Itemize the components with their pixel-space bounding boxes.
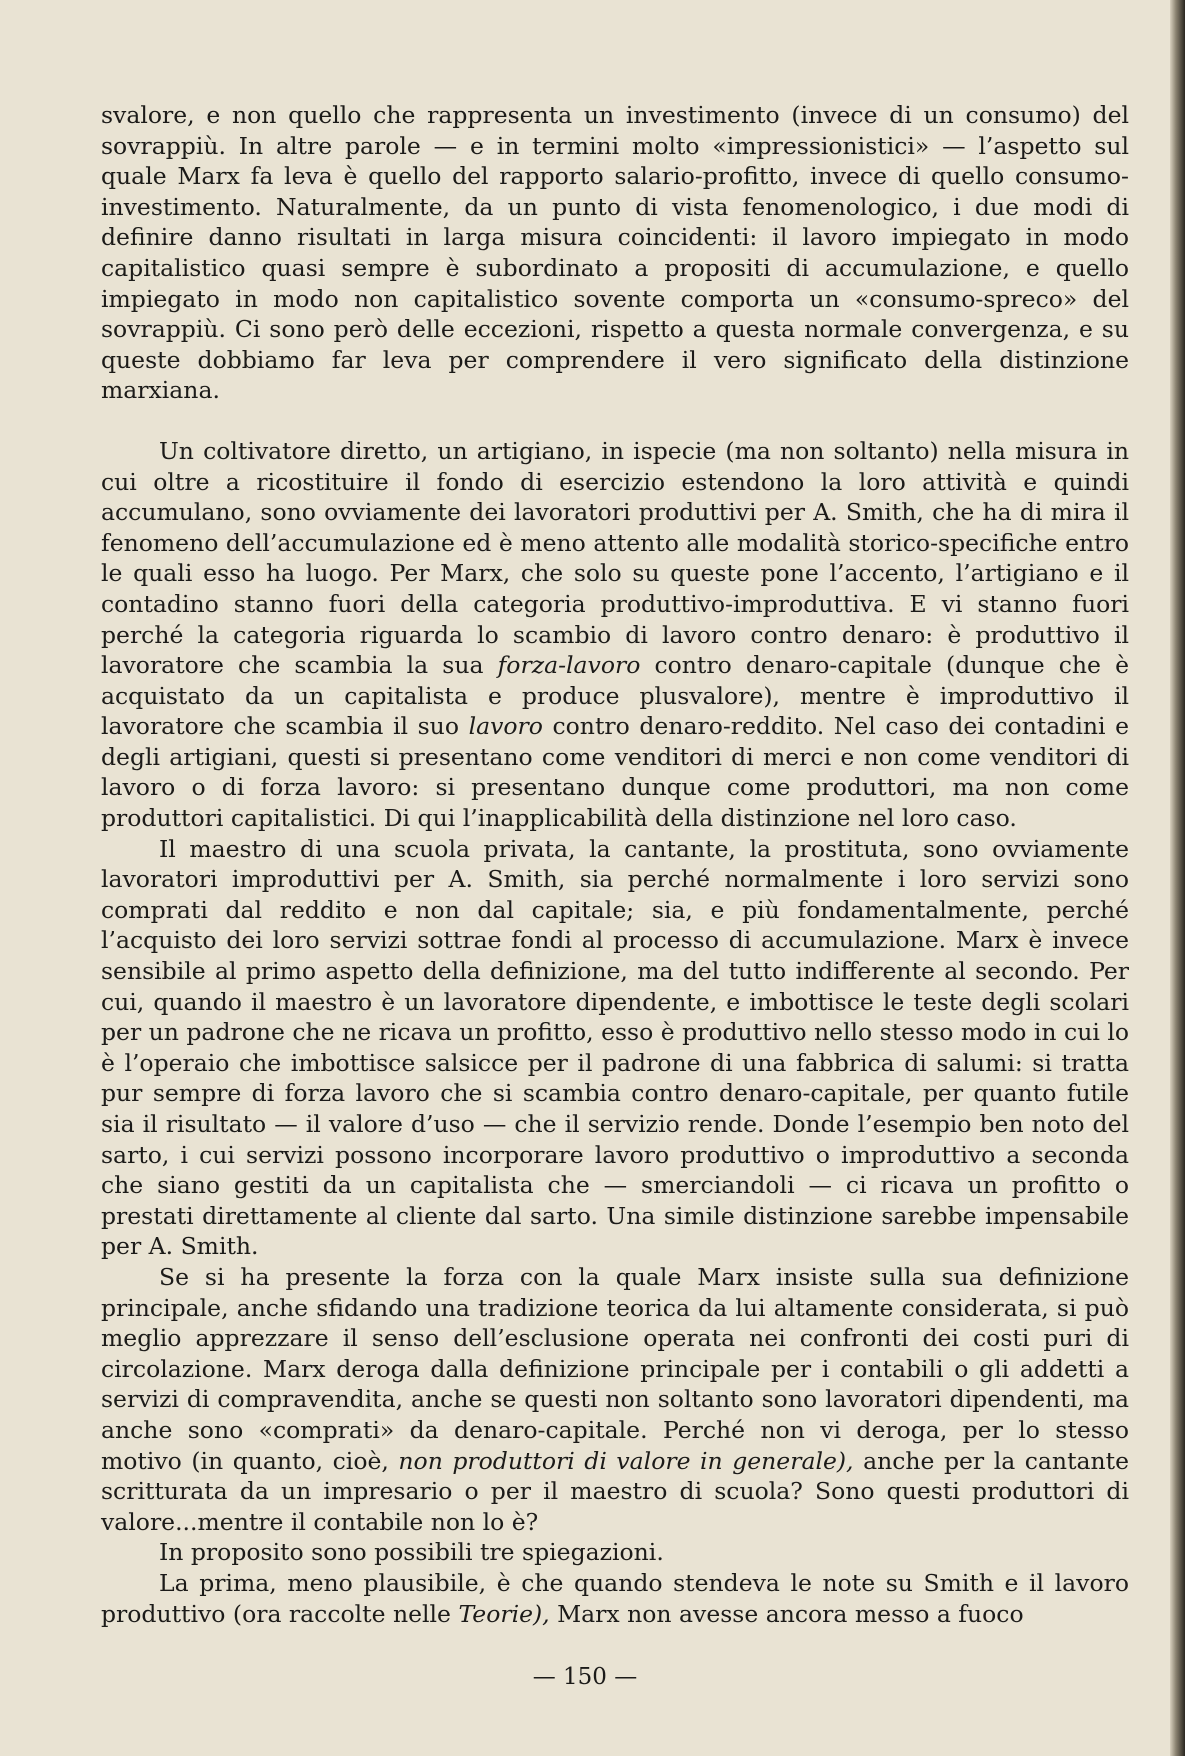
italic-forza-lavoro: forza-lavoro	[497, 651, 641, 680]
text-run: La prima, meno plausibile, è che quando stendeva le note su Smith e il lavoro produttivo (ora raccolte nelle	[101, 1568, 1129, 1628]
text-run: contro denaro-capitale (dunque che è acquistato da un capitalista e produce plusvalore), mentre è improduttivo il lavoratore che scambia il suo	[101, 651, 1129, 741]
page-number: — 150 —	[532, 1664, 638, 1690]
italic-lavoro: lavoro	[468, 712, 543, 741]
text-run: contro denaro-reddito. Nel caso dei contadini e degli artigiani, questi si presentano come venditori di merci e non come venditori di lavoro o di forza lavoro: si presentano dunque come produttori, ma non come produttori capitalistici. Di qui l’inapplicabilità della distinzione nel loro caso.	[101, 712, 1129, 833]
paragraph-coltivatore	[101, 436, 1129, 834]
italic-teorie: Teorie),	[458, 1599, 550, 1628]
paragraph-continuation: svalore, e non quello che rappresenta un investimento (invece di un consumo) del sovrappiù. In altre parole — e in termini molto «impressionistici» — l’aspetto sul quale Marx fa leva è quello del rapporto salario-profitto, invece di quello consumo-investimento. Naturalmente, da un punto di vista fenomenologico, i due modi di definire danno risultati in larga misura coincidenti: il lavoro impiegato in modo capitalistico quasi sempre è subordinato a propositi di accumulazione, e quello impiegato in modo non capitalistico sovente comporta un «consumo-spreco» del sovrappiù. Ci sono però delle eccezioni, rispetto a questa normale convergenza, e su queste dobbiamo far leva per comprendere il vero significato della distinzione marxiana.	[101, 101, 1129, 405]
paragraph-spiegazioni: In proposito sono possibili tre spiegazioni.	[159, 1538, 664, 1567]
text-run: anche per la cantante scritturata da un impresario o per il maestro di scuola? Sono questi produttori di valore...mentre il contabile non lo è?	[101, 1446, 1130, 1536]
paragraph-prima	[101, 1568, 1129, 1629]
paragraph-maestro: Il maestro di una scuola privata, la cantante, la prostituta, sono ovviamente lavoratori improduttivi per A. Smith, sia perché normalmente i loro servizi sono comprati dal reddito e non dal capitale; sia, e più fondamentalmente, perché l’acquisto dei loro servizi sottrae fondi al processo di accumulazione. Marx è invece sensibile al primo aspetto della definizione, ma del tutto indifferente al secondo. Per cui, quando il maestro è un lavoratore dipendente, e imbottisce le teste degli scolari per un padrone che ne ricava un profitto, esso è produttivo nello stesso modo in cui lo è l’operaio che imbottisce salsicce per il padrone di una fabbrica di salumi: si tratta pur sempre di forza lavoro che si scambia contro denaro-capitale, per quanto futile sia il risultato — il valore d’uso — che il servizio rende. Donde l’esempio ben noto del sarto, i cui servizi possono incorporare lavoro produttivo o improduttivo a seconda che siano gestiti da un capitalista che — smerciandoli — ci ricava un profitto o prestati direttamente al cliente dal sarto. Una simile distinzione sarebbe impensabile per A. Smith.	[101, 834, 1129, 1261]
body-text	[101, 100, 1129, 1629]
paragraph-forza	[101, 1262, 1129, 1537]
page-edge-shadow	[1170, 0, 1185, 1756]
text-run: Se si ha presente la forza con la quale Marx insiste sulla sua definizione principale, anche sfidando una tradizione teorica da lui altamente considerata, si può meglio apprezzare il senso dell’esclusione operata nei confronti dei costi puri di circolazione. Marx deroga dalla definizione principale per i contabili o gli addetti a servizi di compravendita, anche se questi non soltanto sono lavoratori dipendenti, ma anche sono «comprati» da denaro-capitale. Perché non vi deroga, per lo stesso motivo (in quanto, cioè,	[101, 1262, 1129, 1475]
italic-non-produttori: non produttori di valore in generale),	[398, 1446, 854, 1475]
text-run: Marx non avesse ancora messo a fuoco	[549, 1599, 1024, 1628]
text-run: Un coltivatore diretto, un artigiano, in ispecie (ma non soltanto) nella misura in cui oltre a ricostituire il fondo di esercizio estendono la loro attività e quindi accumulano, sono ovviamente dei lavoratori produttivi per A. Smith, che ha di mira il fenomeno dell’accumulazione ed è meno attento alle modalità storico-specifiche entro le quali esso ha luogo. Per Marx, che solo su queste pone l’accento, l’artigiano e il contadino stanno fuori della categoria produttivo-improduttiva. E vi stanno fuori perché la categoria riguarda lo scambio di lavoro contro denaro: è produttivo il lavoratore che scambia la sua	[101, 436, 1129, 680]
